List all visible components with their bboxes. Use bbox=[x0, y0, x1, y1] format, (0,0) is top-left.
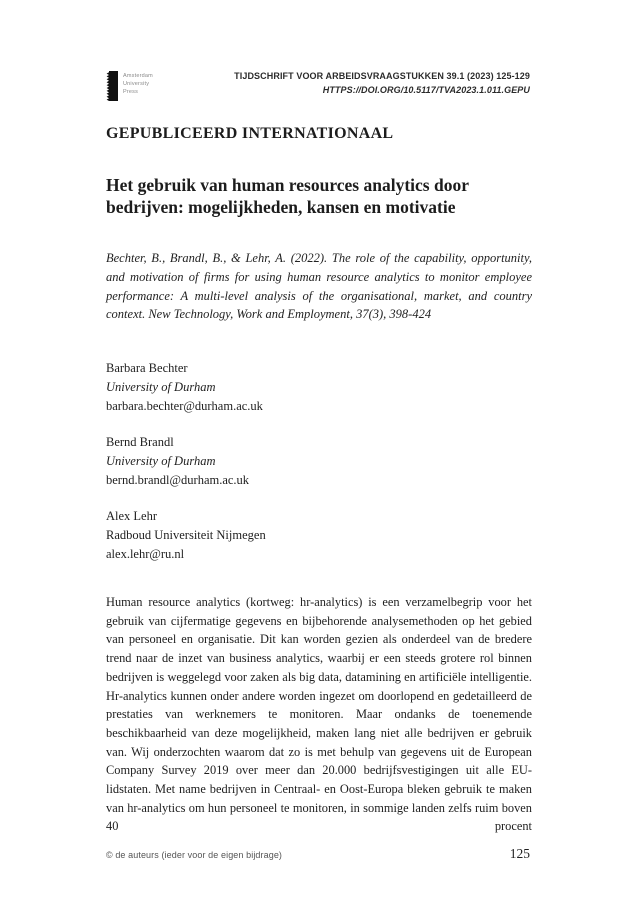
author-block bbox=[106, 507, 530, 564]
journal-title-line: TIJDSCHRIFT VOOR ARBEIDSVRAAGSTUKKEN 39.1 (2023) 125-129 bbox=[234, 71, 530, 81]
author-name: Alex Lehr bbox=[106, 509, 158, 523]
author-block bbox=[106, 359, 530, 416]
author-affiliation: University of Durham bbox=[106, 380, 216, 394]
author-name: Barbara Bechter bbox=[106, 361, 188, 375]
journal-info bbox=[234, 70, 530, 97]
publisher-name-line: Press bbox=[123, 89, 139, 95]
publisher-logo bbox=[106, 70, 153, 101]
author-affiliation: Radboud Universiteit Nijmegen bbox=[106, 528, 266, 542]
author-block bbox=[106, 433, 530, 490]
publisher-name bbox=[123, 70, 153, 96]
author-email: barbara.bechter@durham.ac.uk bbox=[106, 399, 263, 413]
section-label: GEPUBLICEERD INTERNATIONAAL bbox=[106, 125, 394, 142]
page-number: 125 bbox=[509, 846, 530, 861]
journal-doi-line: HTTPS://DOI.ORG/10.5117/TVA2023.1.011.GEPU bbox=[322, 84, 530, 95]
author-email: alex.lehr@ru.nl bbox=[106, 547, 185, 561]
article-citation: Bechter, B., Brandl, B., & Lehr, A. (2022). The role of the capability, opportunity, and motivation of firms for using human resource analytics to monitor employee performance: A multi-level analysis of the organisational, market, and country context. New Technology, Work and Employment, 37(3), 398-424 bbox=[106, 251, 532, 322]
page-header bbox=[106, 70, 530, 101]
copyright-notice: © de auteurs (ieder voor de eigen bijdrage) bbox=[106, 850, 283, 860]
author-affiliation: University of Durham bbox=[106, 454, 216, 468]
amsterdam-university-press-logo-icon bbox=[106, 71, 118, 101]
page-footer bbox=[106, 846, 530, 862]
author-email: bernd.brandl@durham.ac.uk bbox=[106, 473, 250, 487]
author-name: Bernd Brandl bbox=[106, 435, 174, 449]
abstract-paragraph: Human resource analytics (kortweg: hr-analytics) is een verzamelbegrip voor het gebruik van cijfermatige gegevens en bijbehorende analysemethoden op het gebied van personeel en organisatie. Dit kan worden gezien als onderdeel van de bredere trend naar de inzet van business analytics, waarbij er een steeds grotere rol binnen bedrijven is weggelegd voor zaken als big data, datamining en artificiële intelligentie. Hr-analytics kunnen onder andere worden ingezet om doorlopend en gedetailleerd de prestaties van werknemers te monitoren. Maar ondanks de toenemende beschikbaarheid van deze mogelijkheid, maken lang niet alle bedrijven er gebruik van. Wij onderzochten waarom dat zo is met behulp van gegevens uit de European Company Survey 2019 over meer dan 20.000 bedrijfsvestigingen uit alle EU-lidstaten. Met name bedrijven in Centraal- en Oost-Europa bleken gebruik te maken van hr-analytics om hun personeel te monitoren, in sommige landen zelfs ruim boven 40 procent bbox=[106, 595, 532, 834]
publisher-name-line: University bbox=[123, 81, 150, 87]
authors-list bbox=[106, 359, 530, 564]
article-title: Het gebruik van human resources analytics door bedrijven: mogelijkheden, kansen en motivatie bbox=[106, 175, 469, 217]
publisher-name-line: Amsterdam bbox=[123, 73, 153, 79]
